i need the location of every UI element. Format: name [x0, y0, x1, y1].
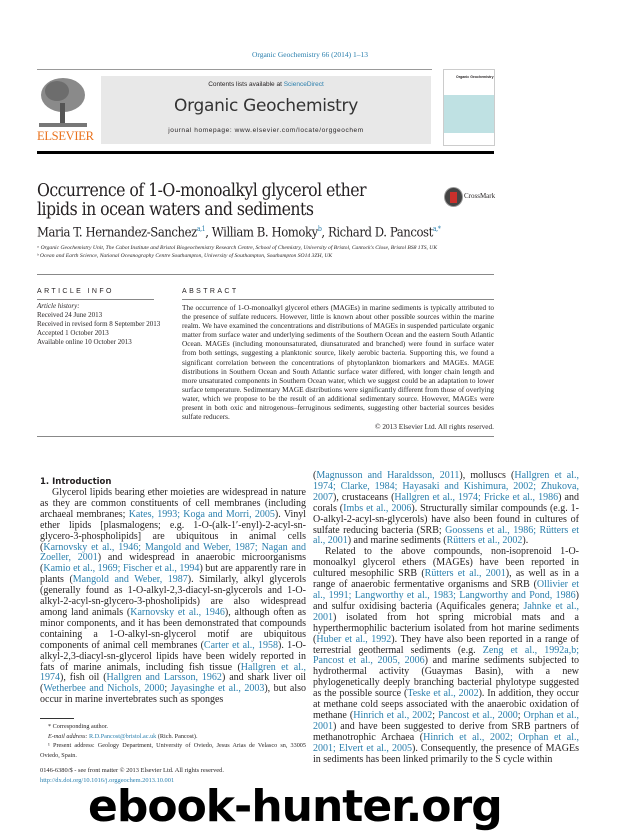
citation-link[interactable]: Teske et al., 2002	[407, 688, 479, 700]
author-separator: ,	[321, 225, 328, 241]
paragraph	[313, 547, 579, 765]
body-text: ) but are apparently rare in plants (	[40, 563, 306, 586]
divider	[37, 69, 432, 70]
body-text: ), fish oil (	[60, 672, 107, 684]
footnote-email-line	[40, 732, 306, 741]
footnote-divider	[40, 718, 74, 719]
citation-link[interactable]: Mangold and Weber, 1987	[72, 574, 188, 586]
citation-link[interactable]: Hallgren and Larsson, 1962	[106, 672, 222, 684]
body-text: ), as well as in a range of anaerobic fermentative organisms and SRB (	[313, 568, 579, 591]
header-divider	[37, 151, 494, 154]
email-link[interactable]: R.D.Pancost@bristol.ac.uk	[89, 732, 157, 740]
citation-link[interactable]: Ollivier et al., 1991; Langworthy et al., 1983; Langworthy and Pond, 1986	[313, 579, 579, 601]
history-accepted: Accepted 1 October 2013	[37, 328, 109, 337]
journal-name: Organic Geochemistry	[174, 96, 358, 116]
author-affiliation-marker[interactable]: a,1	[196, 225, 206, 233]
citation-link[interactable]: Jahnke et al., 2001	[313, 600, 579, 623]
citation-link[interactable]: Imbs et al., 2006	[343, 502, 412, 514]
sciencedirect-link[interactable]: ScienceDirect	[283, 81, 324, 88]
author-separator: ,	[205, 225, 212, 241]
crossmark-icon	[444, 187, 463, 207]
body-text: Related to the above compounds, non-isoprenoid 1-O-monoalkyl glycerol ethers (MAGEs) have been reported in cultured mesophilic SRB (	[313, 546, 579, 580]
body-text: ) isolated from hot spring microbial mats and a hyperthermophilic bacterium isolated from hot marine sediments (	[313, 611, 579, 645]
logo-text: ELSEVIER	[37, 129, 94, 143]
history-online: Available online 10 October 2013	[37, 337, 132, 346]
citation-link[interactable]: Zeng et al., 1992a,b; Pancost et al., 2005, 2006	[313, 644, 579, 667]
journal-cover	[443, 69, 495, 146]
affiliation-b: ᵇ Ocean and Earth Science, National Oceanography Centre Southampton, University of Southampton, Southampton SO14 3ZH, UK	[37, 253, 333, 259]
body-text: ) and widespread in anaerobic microorganisms (	[40, 552, 306, 575]
affiliation-a: ᵃ Organic Geochemistry Unit, The Cabot Institute and Bristol Biogeochemistry Research Centre, School of Chemistry, University of Bristol, Cantock's Close, Bristol BS8 1TS, UK	[37, 245, 438, 251]
body-text: (	[313, 470, 317, 481]
abstract-copyright: © 2013 Elsevier Ltd. All rights reserved.	[374, 422, 494, 432]
body-text: ) and corals (	[313, 491, 579, 514]
body-text: ;	[164, 683, 171, 695]
body-text: ). 1-O-alkyl-2,3-diacyl-sn-glycerol lipids have been widely reported in fats of marine animals, including fish tissue (	[40, 639, 306, 673]
citation-link[interactable]: Huber et al., 1992	[316, 633, 392, 645]
citation-link[interactable]: Goossens et al., 1986; Rütters et al., 2001	[313, 524, 579, 547]
doi-link[interactable]: http://dx.doi.org/10.1016/j.orggeochem.2013.10.001	[40, 776, 175, 784]
body-text: ) and sulfur oxidising bacteria (Aquificales genera;	[313, 589, 579, 612]
body-text: ). Similarly, alkyl glycerols (generally found as 1-O-alkyl-2,3-diacyl-sn-glycerols and 1-O-alkyl-2-acyl-sn-glycero-3-phosholipids) are also widespread among land animals (	[40, 574, 307, 618]
footnote-present-address: ¹ Present address: Geology Department, University of Oviedo, Jesus Arias de Velasco sn, 33005 Oviedo, Spain.	[40, 742, 306, 759]
journal-reference-link[interactable]: Organic Geochemistry 66 (2014) 1–13	[251, 50, 369, 59]
body-text: ), although often as minor components, and it has been demonstrated that compounds containing a 1-O-alkyl-sn-glycerol motif are ubiquitous components of animal cell membranes (	[40, 606, 306, 651]
body-text: ), but also occur in marine invertebrates such as sponges	[40, 683, 307, 706]
body-column-left	[40, 488, 306, 706]
divider	[37, 436, 494, 437]
citation-link[interactable]: Rütters et al., 2002	[446, 535, 523, 547]
citation-link[interactable]: Hinrich et al., 2002	[353, 709, 433, 721]
paragraph	[40, 488, 306, 706]
body-text: ). In addition, they occur at methane cold seeps associated with the anaerobic oxidation of methane (	[313, 688, 579, 721]
body-text: ), molluscs (	[459, 470, 515, 481]
watermark: ebook-hunter.org	[88, 781, 502, 832]
citation-link[interactable]: Hallgren et al., 1974; Fricke et al., 1986	[394, 491, 559, 503]
abstract-text: The occurrence of 1-O-monoalkyl glycerol ethers (MAGEs) in marine sediments is typically attributed to the presence of sulfate reducers. However, little is known about other possible sources within the marine realm. We have examined the concentrations and distributions of MAGEs in suspended particulate organic matter from surface water and underlying sediments of the Southern Ocean and the eastern South Atlantic Ocean. MAGEs (including monounsaturated, diunsaturated and branched) were found in surface water from both settings, suggesting a planktonic source, likely aerobic bacteria. Supporting this, we found a significant correlation between the concentrations of phytoplankton biomarkers and MAGEs. MAGE distributions in Southern Ocean and South Atlantic surface water differed, with longer chain length and more unsaturated components in Southern Ocean water, which we suggest could be an adaptation to lower surface temperature. Sedimentary MAGE distributions were significantly different from those of overlying water, which we propose to be the result of an additional sedimentary source. However, MAGEs were present in both oxic and nitrogenous–ferruginous sediments, suggesting other bacterial sources besides sulfate reducers.	[182, 303, 494, 422]
article-title: Occurrence of 1-O-monoalkyl glycerol ether lipids in ocean waters and sediments	[37, 181, 366, 220]
abstract-heading: ABSTRACT	[182, 288, 239, 295]
body-text: ;	[432, 709, 439, 721]
history-received: Received 24 June 2013	[37, 310, 103, 319]
body-text: ). Consequently, the presence of MAGEs in sediments has been linked primarily to the S cycle within	[313, 742, 579, 765]
article-info-heading: ARTICLE INFO	[37, 288, 114, 295]
body-text: ) and marine sediments subjected to hydrothermal activity (Guaymas Basin), with a new phylogenetically deeply branching bacterial phylotype suggested as the possible source (	[313, 655, 579, 700]
history-revised: Received in revised form 8 September 2013	[37, 319, 161, 328]
citation-link[interactable]: Karnovsky et al., 1946	[130, 606, 225, 618]
body-text: ). Structurally similar compounds (e.g. 1-O-alkyl-2-acyl-sn-glycerols) have also been found in cultures of sulfate reducing bacteria (SRB;	[313, 502, 579, 536]
cover-band	[444, 95, 494, 133]
tree-icon	[39, 77, 87, 129]
body-text: ), crustaceans (	[333, 491, 395, 503]
citation-link[interactable]: Hallgren et al., 1974	[40, 661, 306, 684]
section-heading: 1. Introduction	[40, 477, 112, 487]
citation-link[interactable]: Orphan et al., 2001	[313, 709, 580, 732]
body-text: ) and shark liver oil (	[40, 672, 306, 695]
author-name[interactable]: Richard D. Pancost	[327, 225, 433, 241]
abstract-section	[182, 303, 494, 437]
crossmark-label: CrossMark	[464, 192, 496, 200]
history-label: Article history:	[37, 302, 80, 310]
citation-link[interactable]: Kamio et al., 1969; Fischer et al., 1994	[43, 563, 200, 575]
elsevier-logo	[37, 77, 94, 144]
footnote-area	[40, 718, 306, 785]
citation-link[interactable]: Rütters et al., 2001	[424, 568, 506, 580]
body-text: ;	[517, 709, 524, 721]
crossmark-button[interactable]	[444, 186, 496, 208]
footnote-corresponding: * Corresponding author.	[48, 723, 108, 731]
citation-link[interactable]: Magnusson and Haraldsson, 2011	[316, 470, 460, 481]
divider	[182, 299, 494, 300]
body-text: ). They have also been reported in a range of terrestrial geothermal sediments (e.g.	[313, 633, 579, 656]
author-name[interactable]: William B. Homoky	[211, 225, 318, 241]
divider	[37, 274, 494, 275]
footnotes	[40, 722, 306, 760]
left-column-block	[40, 488, 306, 785]
body-text: ). Vinyl ether lipids [plasmalogens; e.g. 1-O-(alk-1′-enyl)-2-acyl-sn-glycero-3-phospholipids] are ubiquitous in animal cells (	[40, 508, 306, 553]
citation-link[interactable]: Pancost et al., 2000	[438, 709, 518, 721]
article-history	[37, 302, 160, 347]
email-label: E-mail address:	[48, 732, 90, 740]
citation-link[interactable]: Wetherbee and Nichols, 2000	[43, 683, 165, 695]
divider	[37, 299, 154, 300]
issn-line: 0146-6380/$ - see front matter © 2013 Elsevier Ltd. All rights reserved.	[40, 767, 224, 774]
author-name[interactable]: Maria T. Hernandez-Sanchez	[37, 225, 197, 241]
citation-link[interactable]: Kates, 1993; Koga and Morri, 2005	[128, 508, 275, 520]
body-column-right	[313, 471, 579, 765]
citation-link[interactable]: Carter et al., 1958	[203, 639, 279, 651]
body-text: ) and marine sediments (	[347, 535, 447, 547]
author-affiliation-marker[interactable]: a,*	[432, 225, 441, 233]
journal-homepage[interactable]: journal homepage: www.elsevier.com/locate/orggeochem	[168, 127, 364, 134]
paragraph	[313, 471, 579, 547]
body-text: ) and have been suggested to derive from SRB partners of methanotrophic Archaea (	[313, 720, 579, 743]
author-list	[37, 225, 440, 240]
author-affiliation-marker[interactable]: b	[317, 225, 322, 233]
citation-link[interactable]: Jayasinghe et al., 2003	[170, 683, 265, 695]
journal-banner	[101, 76, 431, 144]
citation-link[interactable]: Hallgren et al., 1974; Clarke, 1984; Hayasaki and Kishimura, 2002; Zhukova, 2007	[313, 470, 580, 503]
citation-link[interactable]: Hinrich et al., 2002; Orphan et al., 2001; Elvert et al., 2005	[313, 731, 580, 754]
body-text: Glycerol lipids bearing ether moieties are widespread in nature as they are common constituents of cell membranes (including archaeal membranes;	[40, 487, 306, 520]
contents-line	[101, 81, 431, 88]
body-text: ).	[522, 535, 529, 547]
cover-title: Organic Geochemistry	[456, 75, 494, 79]
contents-prefix: Contents lists available at	[208, 81, 284, 88]
citation-link[interactable]: Karnovsky et al., 1946; Mangold and Weber, 1987; Nagan and Zoeller, 2001	[40, 541, 306, 564]
email-suffix: (Rich. Pancost).	[156, 732, 198, 740]
